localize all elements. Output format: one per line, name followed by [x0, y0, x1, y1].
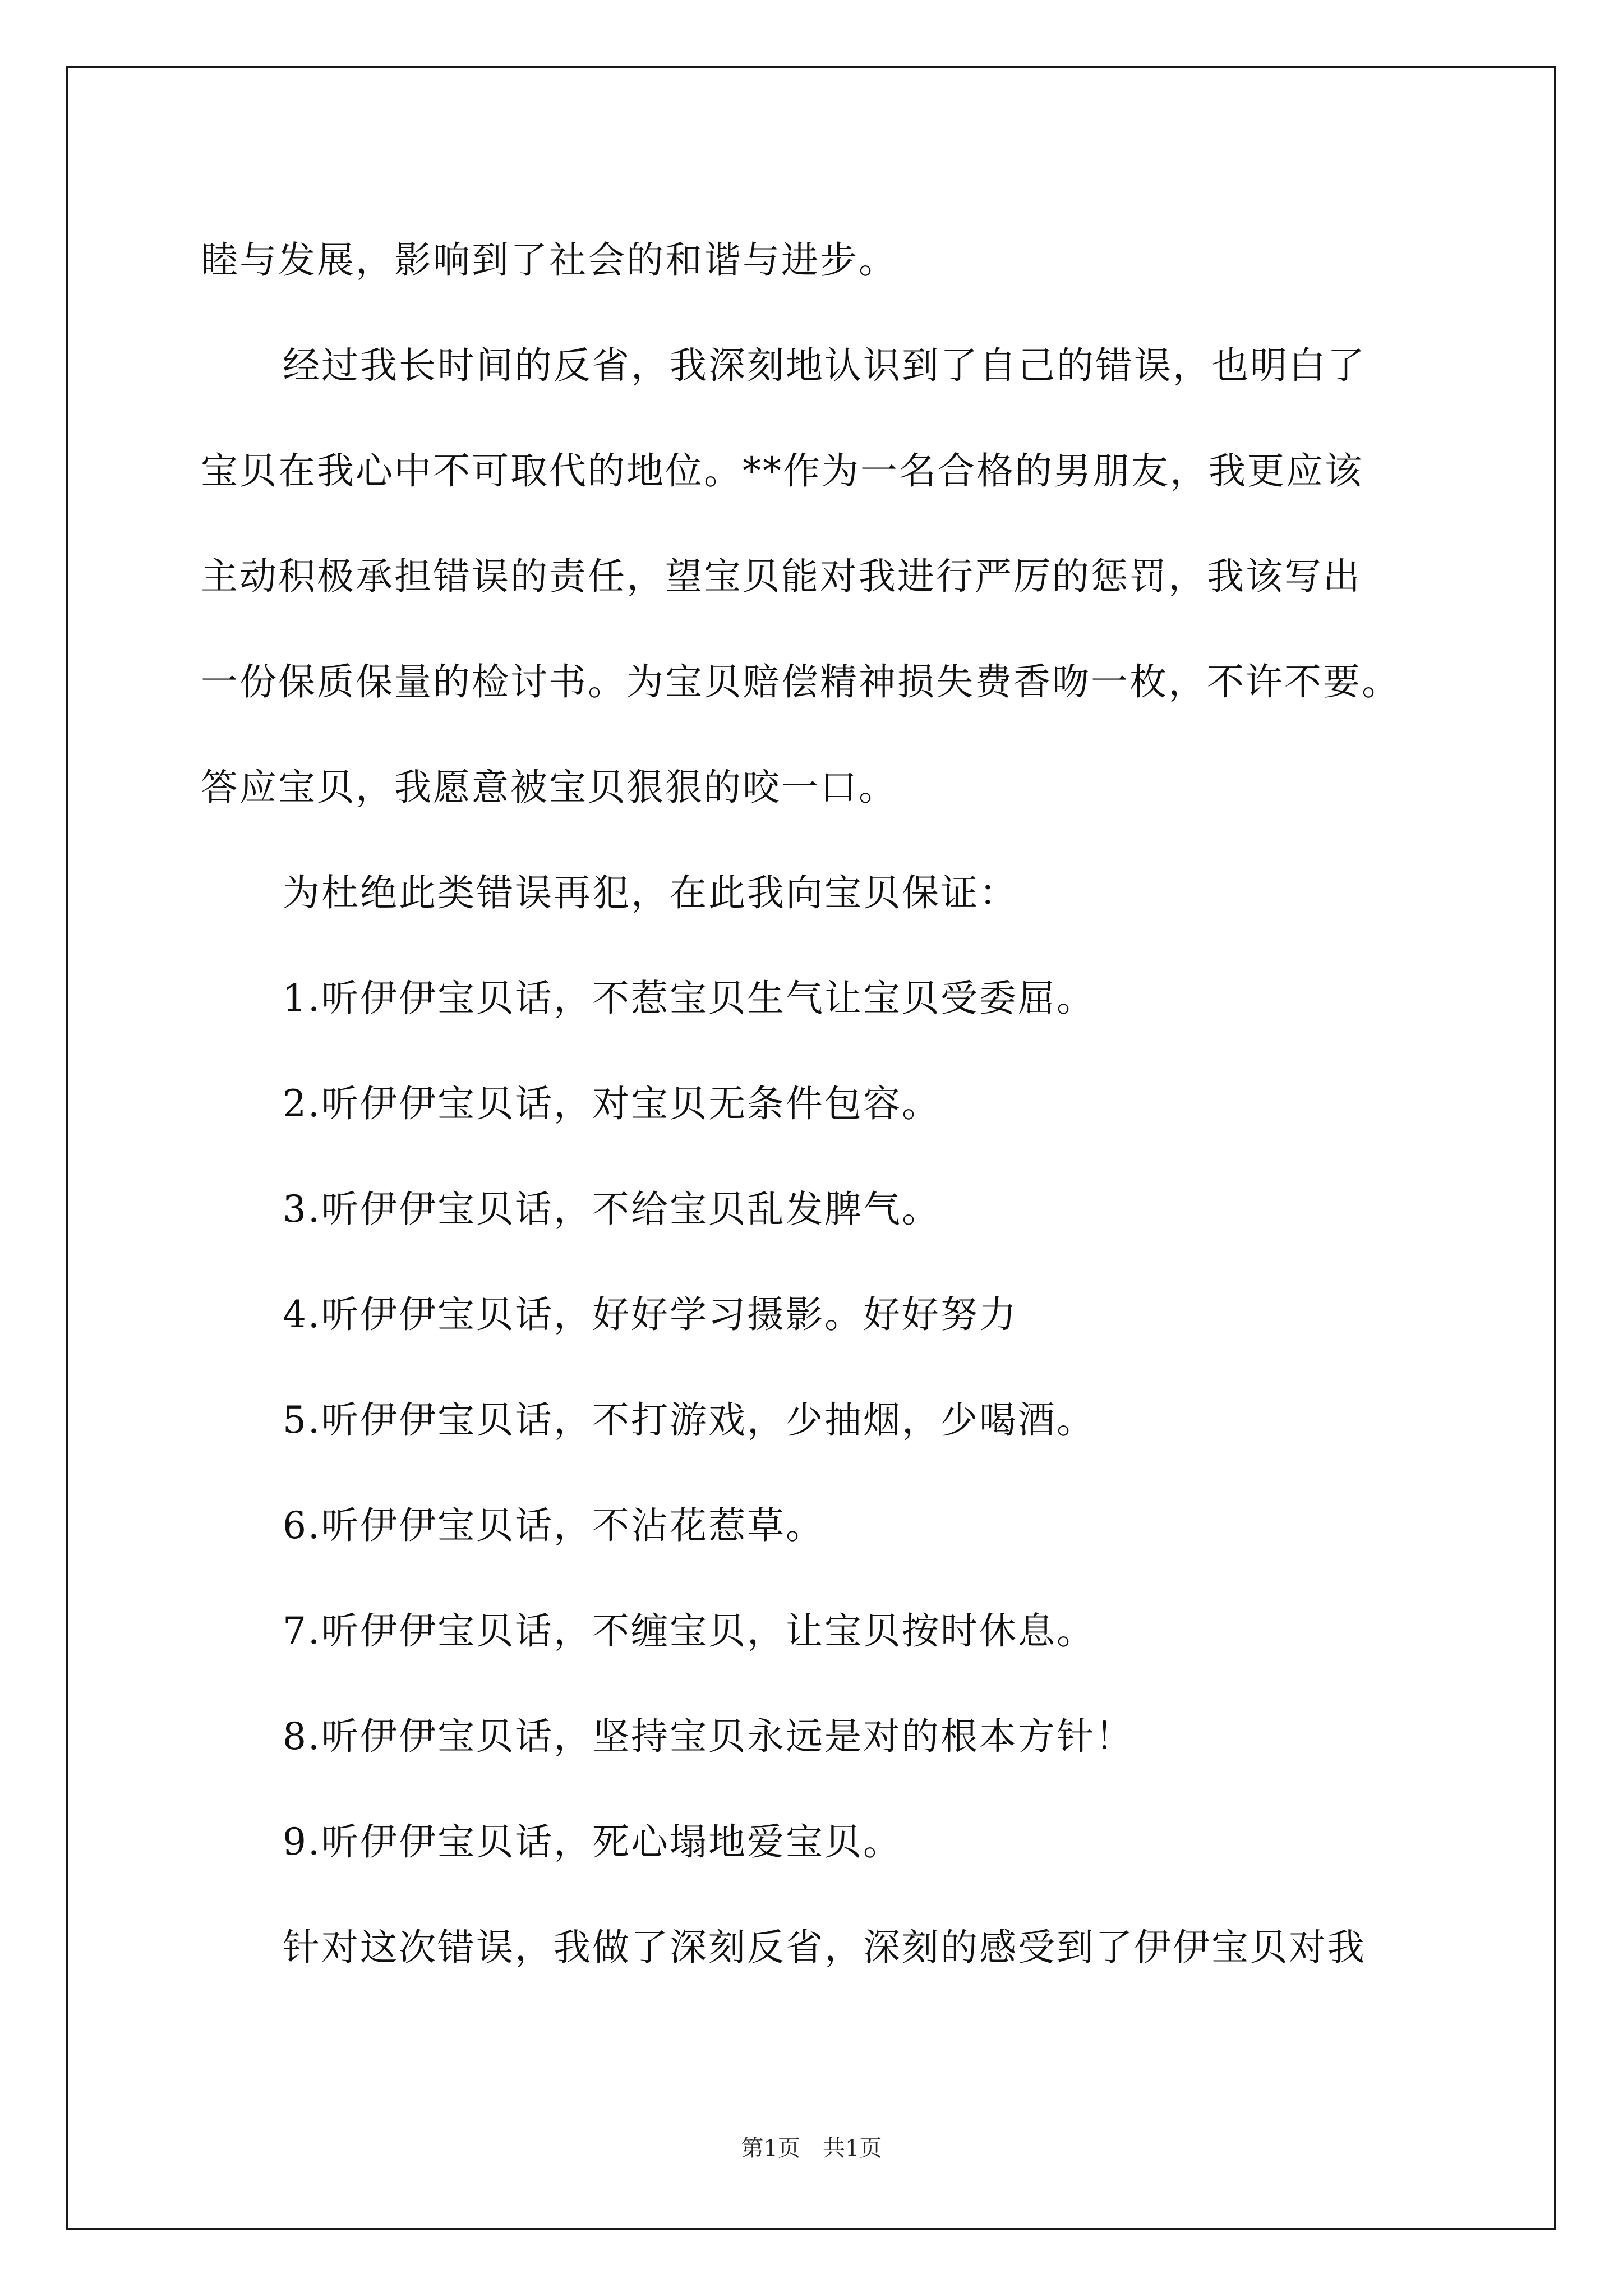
list-item: 1.听伊伊宝贝话，不惹宝贝生气让宝贝受委屈。 [283, 977, 1095, 1020]
list-item: 2.听伊伊宝贝话，对宝贝无条件包容。 [283, 1082, 940, 1125]
paragraph-line: 睦与发展，影响到了社会的和谐与进步。 [201, 238, 897, 282]
paragraph-line: 针对这次错误，我做了深刻反省，深刻的感受到了伊伊宝贝对我 [283, 1926, 1366, 1969]
paragraph-line: 答应宝贝，我愿意被宝贝狠狠的咬一口。 [201, 766, 897, 809]
paragraph-line: 宝贝在我心中不可取代的地位。**作为一名合格的男朋友，我更应该 [201, 449, 1363, 493]
list-item: 8.听伊伊宝贝话，坚持宝贝永远是对的根本方针！ [283, 1715, 1134, 1758]
document-body [201, 208, 1446, 2000]
list-item: 6.听伊伊宝贝话，不沾花惹草。 [283, 1504, 824, 1547]
list-item: 5.听伊伊宝贝话，不打游戏，少抽烟，少喝酒。 [283, 1398, 1095, 1442]
list-item: 4.听伊伊宝贝话，好好学习摄影。好好努力 [283, 1293, 1018, 1336]
paragraph-line: 一份保质保量的检讨书。为宝贝赔偿精神损失费香吻一枚，不许不要。 [201, 660, 1400, 703]
paragraph-line: 主动积极承担错误的责任，望宝贝能对我进行严厉的惩罚，我该写出 [201, 555, 1362, 598]
paragraph-line: 为杜绝此类错误再犯，在此我向宝贝保证： [283, 871, 1018, 914]
paragraph-line: 经过我长时间的反省，我深刻地认识到了自己的错误，也明白了 [283, 344, 1366, 387]
page-footer: 第1页 共1页 [741, 2136, 882, 2161]
list-item: 7.听伊伊宝贝话，不缠宝贝，让宝贝按时休息。 [283, 1609, 1095, 1653]
list-item: 9.听伊伊宝贝话，死心塌地爱宝贝。 [283, 1820, 902, 1864]
list-item: 3.听伊伊宝贝话，不给宝贝乱发脾气。 [283, 1188, 940, 1231]
